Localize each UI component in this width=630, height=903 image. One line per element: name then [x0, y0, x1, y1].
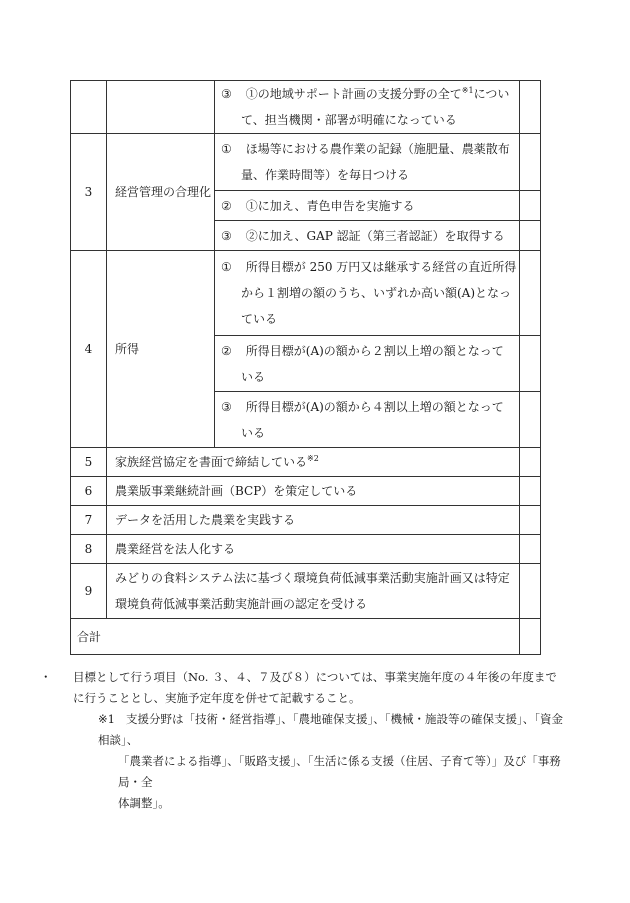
- note-1: [40, 667, 570, 688]
- criterion-text: いる: [241, 369, 266, 384]
- footnote-mark: ※2: [307, 454, 319, 463]
- table-row: [71, 535, 541, 564]
- row-item: [107, 448, 520, 477]
- note-text: 支援分野は「技術・経営指導」、「農地確保支援」、「機械・施設等の確保支援」、「資金相談」、: [98, 712, 563, 747]
- row-number: 8: [71, 535, 107, 564]
- table-row: [71, 81, 541, 134]
- criterion-cell: [215, 81, 520, 134]
- criterion-number: ②: [221, 198, 232, 213]
- table-row: [71, 477, 541, 506]
- table-row: [71, 251, 541, 336]
- criterion-text: ている: [241, 312, 278, 326]
- row-number: 7: [71, 506, 107, 535]
- criterion-text: ①の地域サポート計画の支援分野の全て: [245, 87, 462, 101]
- criterion-cell: [215, 392, 520, 448]
- notes: [40, 667, 570, 814]
- row-number: 9: [71, 564, 107, 619]
- criterion-text: 量、作業時間等）を毎日つける: [241, 168, 410, 182]
- row-item: データを活用した農業を実践する: [107, 506, 520, 535]
- criterion-number: ①: [221, 260, 232, 274]
- row-item: [107, 81, 215, 134]
- criterion-text: ①に加え、青色申告を実施する: [245, 198, 415, 213]
- note-text: 「農業者による指導」、「販路支援」、「生活に係る支援（住居、子育て等）」及び「事務局・全: [118, 754, 561, 789]
- criterion-text: につい: [473, 87, 510, 101]
- row-text: みどりの食料システム法に基づく環境負荷低減事業活動実施計画又は特定: [115, 571, 510, 585]
- table-row: [71, 506, 541, 535]
- row-text: 環境負荷低減事業活動実施計画の認定を受ける: [115, 597, 368, 611]
- criterion-cell: [215, 134, 520, 191]
- row-number: [71, 81, 107, 134]
- criterion-number: ③: [221, 399, 232, 414]
- criterion-text: 所得目標が 250 万円又は継承する経営の直近所得: [245, 260, 517, 274]
- criterion-text: 所得目標が(A)の額から２割以上増の額となって: [245, 343, 504, 358]
- check-cell[interactable]: [520, 191, 541, 221]
- table-row-total: [71, 619, 541, 655]
- criterion-number: ③: [221, 228, 232, 243]
- check-cell[interactable]: [520, 564, 541, 619]
- criterion-text: ほ場等における農作業の記録（施肥量、農薬散布: [245, 142, 510, 156]
- criterion-text: 所得目標が(A)の額から４割以上増の額となって: [245, 399, 504, 414]
- criterion-text: いる: [241, 425, 266, 440]
- note-text: 体調整」。: [118, 796, 170, 810]
- criterion-number: ①: [221, 142, 232, 156]
- criterion-cell: [215, 191, 520, 221]
- check-cell[interactable]: [520, 535, 541, 564]
- table-row: [71, 448, 541, 477]
- row-item: 農業版事業継続計画（BCP）を策定している: [107, 477, 520, 506]
- table-row: [71, 564, 541, 619]
- row-number: 6: [71, 477, 107, 506]
- row-item: [107, 564, 520, 619]
- row-number: 3: [71, 134, 107, 251]
- check-cell[interactable]: [520, 251, 541, 336]
- row-number: 5: [71, 448, 107, 477]
- row-number: 4: [71, 251, 107, 448]
- note-text: 目標として行う項目（No. ３、４、７及び８）については、事業実施年度の４年後の年度まで: [73, 670, 557, 684]
- footnote-mark: ※1: [461, 86, 474, 95]
- row-text: 家族経営協定を書面で締結している: [115, 455, 308, 469]
- criterion-number: ③: [221, 87, 232, 101]
- check-cell[interactable]: [520, 506, 541, 535]
- note-1-cont: に行うこととし、実施予定年度を併せて記載すること。: [73, 691, 361, 705]
- criterion-cell: [215, 336, 520, 392]
- check-cell[interactable]: [520, 448, 541, 477]
- requirements-table: [70, 80, 541, 655]
- criterion-text: ②に加え、GAP 認証（第三者認証）を取得する: [245, 228, 505, 243]
- footnote-mark: ※1: [98, 712, 115, 726]
- check-cell[interactable]: [520, 477, 541, 506]
- criterion-cell: [215, 221, 520, 251]
- check-cell[interactable]: [520, 392, 541, 448]
- row-item: 農業経営を法人化する: [107, 535, 520, 564]
- bullet: ・: [40, 670, 52, 684]
- note-2: [70, 709, 570, 814]
- criterion-text: て、担当機関・部署が明確になっている: [241, 113, 457, 127]
- check-cell[interactable]: [520, 336, 541, 392]
- table-row: [71, 134, 541, 191]
- criterion-cell: [215, 251, 520, 336]
- check-cell[interactable]: [520, 134, 541, 191]
- total-cell[interactable]: [520, 619, 541, 655]
- total-label: 合計: [71, 619, 520, 655]
- criterion-text: から１割増の額のうち、いずれか高い額(A)となっ: [241, 286, 512, 300]
- criterion-number: ②: [221, 343, 232, 358]
- check-cell[interactable]: [520, 221, 541, 251]
- check-cell[interactable]: [520, 81, 541, 134]
- row-item: 所得: [107, 251, 215, 448]
- row-item: 経営管理の合理化: [107, 134, 215, 251]
